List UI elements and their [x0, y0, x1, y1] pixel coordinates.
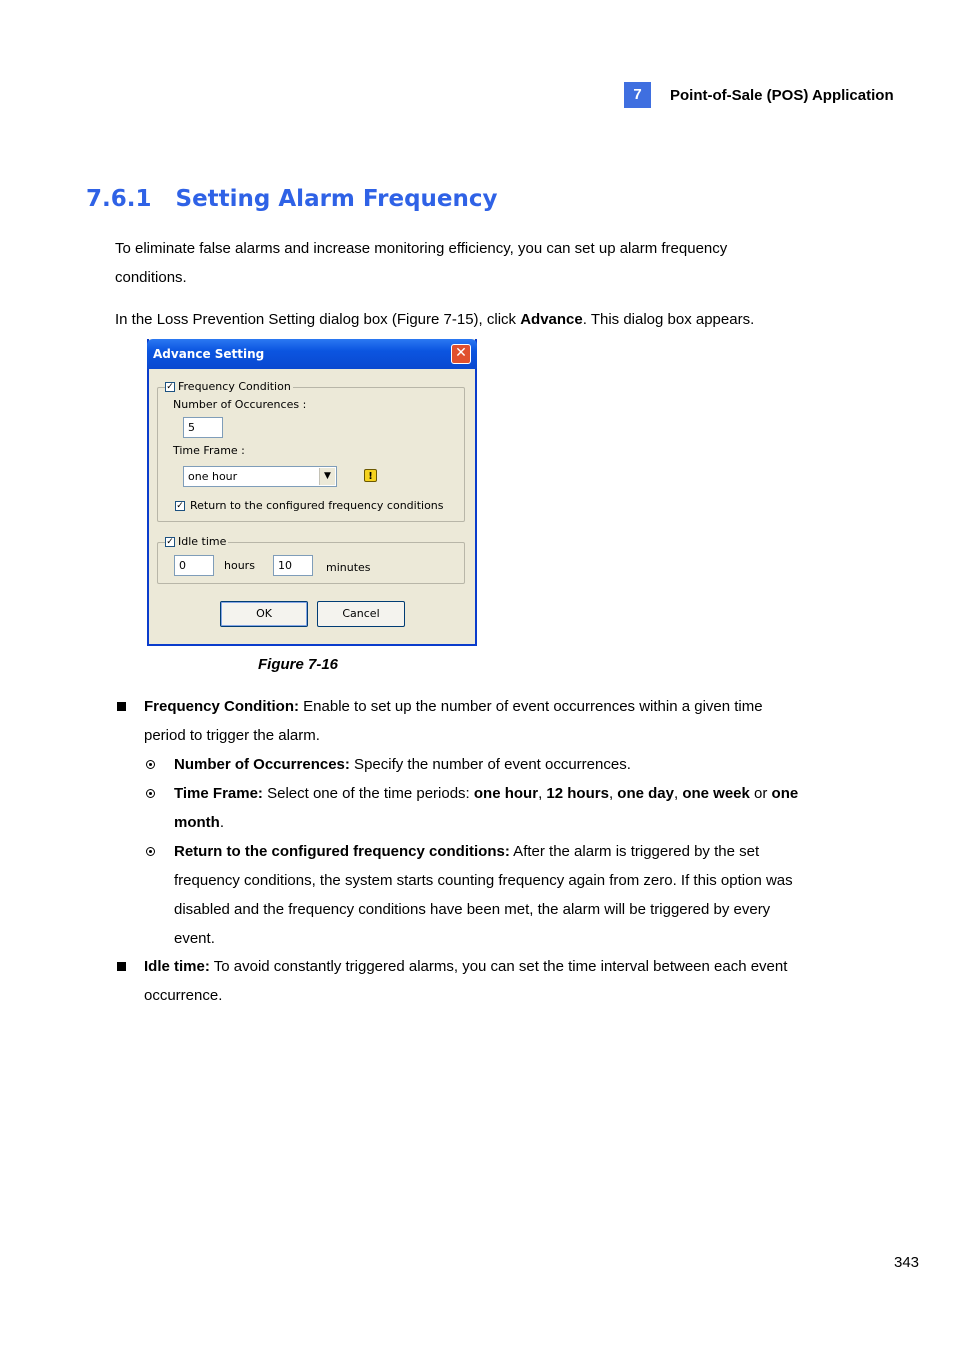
close-icon: ✕: [455, 345, 467, 361]
chapter-title: Point-of-Sale (POS) Application: [670, 87, 894, 104]
chevron-down-icon[interactable]: ▼: [319, 468, 335, 485]
sub-return-line-4: event.: [174, 930, 215, 947]
timeframe-select[interactable]: [183, 466, 337, 487]
frequency-condition-checkbox[interactable]: [165, 382, 175, 392]
bullet-idle-line-2: occurrence.: [144, 987, 223, 1004]
timeframe-label: Time Frame :: [173, 444, 245, 457]
warning-icon: !: [364, 469, 377, 482]
option-one-hour: one hour: [473, 785, 539, 802]
bullet-square-icon: [117, 702, 126, 711]
check-icon: ✓: [176, 500, 184, 511]
bullet-circle-icon: [146, 760, 155, 769]
sub-occurrences-title: Number of Occurrences:: [174, 756, 350, 773]
sub-occurrences: [174, 750, 631, 779]
figure-caption: Figure 7-16: [258, 656, 339, 673]
bullet-frequency-condition: [144, 692, 844, 750]
idle-hours-input[interactable]: 0: [174, 555, 214, 576]
sub-timeframe-line-2: [174, 808, 854, 837]
check-icon: ✓: [166, 536, 174, 547]
separator: ,: [608, 785, 618, 802]
section-number: 7.6.1: [86, 186, 152, 212]
frequency-condition-label: Frequency Condition: [178, 380, 291, 393]
sub-return-text: After the alarm is triggered by the set: [509, 843, 760, 860]
sub-return-title: Return to the configured frequency conditions:: [174, 843, 510, 860]
dialog-titlebar[interactable]: [147, 339, 477, 369]
timeframe-selected-value: one hour: [188, 470, 238, 483]
bullet-frequency-line-2: period to trigger the alarm.: [144, 727, 320, 744]
bullet-idle-text: To avoid constantly triggered alarms, you can set the time interval between each event: [209, 958, 788, 975]
sub-timeframe-text: Select one of the time periods:: [262, 785, 474, 802]
sub-timeframe: [174, 779, 854, 837]
check-icon: ✓: [166, 381, 174, 392]
idle-minutes-input[interactable]: 10: [273, 555, 313, 576]
dialog-title: Advance Setting: [153, 347, 265, 361]
page-number: 343: [894, 1254, 920, 1271]
option-one-month-part-1: one: [771, 785, 799, 802]
ok-button[interactable]: OK: [220, 601, 308, 627]
chapter-number-badge: 7: [624, 82, 651, 108]
minutes-label: minutes: [326, 561, 371, 574]
bullet-frequency-text: Enable to set up the number of event occurrences within a given time: [299, 698, 763, 715]
sub-occurrences-text: Specify the number of event occurrences.: [349, 756, 631, 773]
section-heading: [86, 186, 498, 212]
return-checkbox[interactable]: [175, 501, 185, 511]
period: .: [219, 814, 224, 831]
advance-keyword: Advance: [520, 311, 583, 328]
intro-line-1: To eliminate false alarms and increase monitoring efficiency, you can set up alarm frequency: [115, 240, 728, 257]
section-title: Setting Alarm Frequency: [175, 186, 498, 212]
instruction-text: In the Loss Prevention Setting dialog box (Figure 7-15), click: [115, 311, 521, 328]
hours-label: hours: [224, 559, 255, 572]
cancel-button[interactable]: Cancel: [317, 601, 405, 627]
separator: ,: [538, 785, 547, 802]
occurrences-input[interactable]: 5: [183, 417, 223, 438]
bullet-idle-time: [144, 952, 844, 1010]
option-one-week: one week: [682, 785, 750, 802]
separator: ,: [673, 785, 683, 802]
instruction-paragraph: [115, 305, 835, 334]
occurrences-label: Number of Occurences :: [173, 398, 307, 411]
instruction-text-end: . This dialog box appears.: [582, 311, 755, 328]
bullet-circle-icon: [146, 789, 155, 798]
frequency-condition-legend: [165, 380, 293, 393]
bullet-frequency-line-1: [144, 692, 844, 721]
option-12-hours: 12 hours: [546, 785, 609, 802]
sub-return-line-2: frequency conditions, the system starts counting frequency again from zero. If this option was: [174, 872, 793, 889]
idle-time-legend: [165, 535, 228, 548]
bullet-idle-title: Idle time:: [144, 958, 210, 975]
bullet-square-icon: [117, 962, 126, 971]
sub-return-line-1: [174, 837, 854, 866]
return-option[interactable]: [175, 499, 444, 512]
intro-paragraph: [115, 234, 835, 292]
sub-timeframe-title: Time Frame:: [174, 785, 263, 802]
bullet-circle-icon: [146, 847, 155, 856]
sub-return-line-3: disabled and the frequency conditions have been met, the alarm will be triggered by every: [174, 901, 771, 918]
option-one-month-part-2: month: [174, 814, 220, 831]
sub-timeframe-line-1: [174, 779, 854, 808]
idle-time-label: Idle time: [178, 535, 227, 548]
bullet-frequency-title: Frequency Condition:: [144, 698, 299, 715]
idle-time-checkbox[interactable]: [165, 537, 175, 547]
option-one-day: one day: [617, 785, 674, 802]
sub-return-conditions: [174, 837, 854, 953]
close-button[interactable]: [451, 344, 471, 364]
bullet-idle-line-1: [144, 952, 844, 981]
return-label: Return to the configured frequency conditions: [190, 499, 444, 512]
advance-setting-dialog: [147, 339, 477, 646]
or-text: or: [749, 785, 772, 802]
intro-line-2: conditions.: [115, 269, 187, 286]
